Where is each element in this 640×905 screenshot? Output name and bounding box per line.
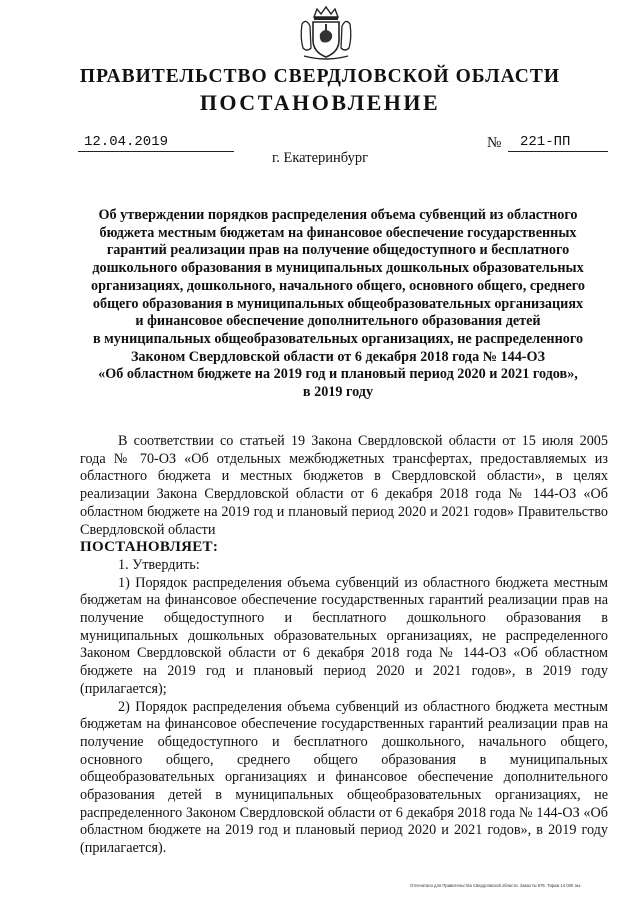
preamble-paragraph: В соответствии со статьей 19 Закона Свердловской области от 15 июля 2005 года № 70-ОЗ «Об отдельных межбюджетных трансфертах, предоставляемых из областного бюджета и местных бюджетов в Свердловской области», в целях реализации Закона Свердловской области от 6 декабря 2018 года № 144-ОЗ «Об областном бюджете на 2019 год и плановый период 2020 и 2021 годов» Правительство Свердловской области	[80, 433, 608, 538]
title-line: Законом Свердловской области от 6 декабря 2018 года № 144-ОЗ	[130, 348, 546, 365]
item-1-2: 2) Порядок распределения объема субвенций из областного бюджета местным бюджетам на финансовое обеспечение государственных гарантий реализации прав на получение общедоступного и бесплатного дошкольного, начального общего, основного общего, среднего общего образования в муниципальных общеобразовательных организациях и финансовое обеспечение дополнительного образования детей в муниципальных общеобразовательных организациях, не распределенного Законом Свердловской области от 6 декабря 2018 года № 144-ОЗ «Об областном бюджете на 2019 год и плановый период 2020 и 2021 годов», в 2019 году (прилагается).	[80, 698, 608, 857]
title-line: организациях, дошкольного, начального общего, основного общего, среднего	[91, 277, 585, 294]
title-line: в муниципальных общеобразовательных организациях, не распределенного	[92, 330, 584, 347]
title-line: общего образования в муниципальных общеобразовательных организациях	[92, 295, 584, 312]
title-line: гарантий реализации прав на получение общедоступного и бесплатного	[106, 242, 570, 259]
coat-of-arms-icon	[298, 4, 354, 62]
title-line: бюджета местным бюджетам на финансовое обеспечение государственных	[99, 224, 577, 241]
resolves-heading: ПОСТАНОВЛЯЕТ:	[80, 539, 219, 556]
item-1-1: 1) Порядок распределения объема субвенций из областного бюджета местным бюджетам на финансовое обеспечение государственных гарантий реализации прав на получение общедоступного и бесплатного дошкольного образования в муниципальных дошкольных образовательных организациях, не распределенного Законом Свердловской области от 6 декабря 2018 года № 144-ОЗ «Об областном бюджете на 2019 год и плановый период 2020 и 2021 годов», в 2019 году (прилагается);	[80, 574, 608, 697]
document-date: 12.04.2019	[78, 133, 234, 152]
government-title: ПРАВИТЕЛЬСТВО СВЕРДЛОВСКОЙ ОБЛАСТИ	[79, 66, 561, 87]
document-title	[60, 207, 616, 402]
number-label: №	[487, 135, 502, 151]
title-line: Об утверждении порядков распределения объема субвенций из областного	[98, 207, 578, 223]
document-type: ПОСТАНОВЛЕНИЕ	[199, 90, 441, 115]
title-line: и финансовое обеспечение дополнительного образования детей	[135, 313, 541, 330]
title-line: «Об областном бюджете на 2019 год и плановый период 2020 и 2021 годов»,	[98, 366, 578, 383]
print-footer: Отпечатано для Правительства Свердловской области. Заказ № 575. Тираж 14 000 экз.	[410, 883, 582, 888]
item-1: 1. Утвердить:	[118, 556, 200, 573]
document-body	[80, 433, 608, 858]
title-line: в 2019 году	[302, 384, 374, 401]
title-line: дошкольного образования в муниципальных дошкольных образовательных	[92, 260, 584, 277]
document-number: 221-ПП	[508, 133, 608, 152]
document-city: г. Екатеринбург	[271, 150, 369, 166]
